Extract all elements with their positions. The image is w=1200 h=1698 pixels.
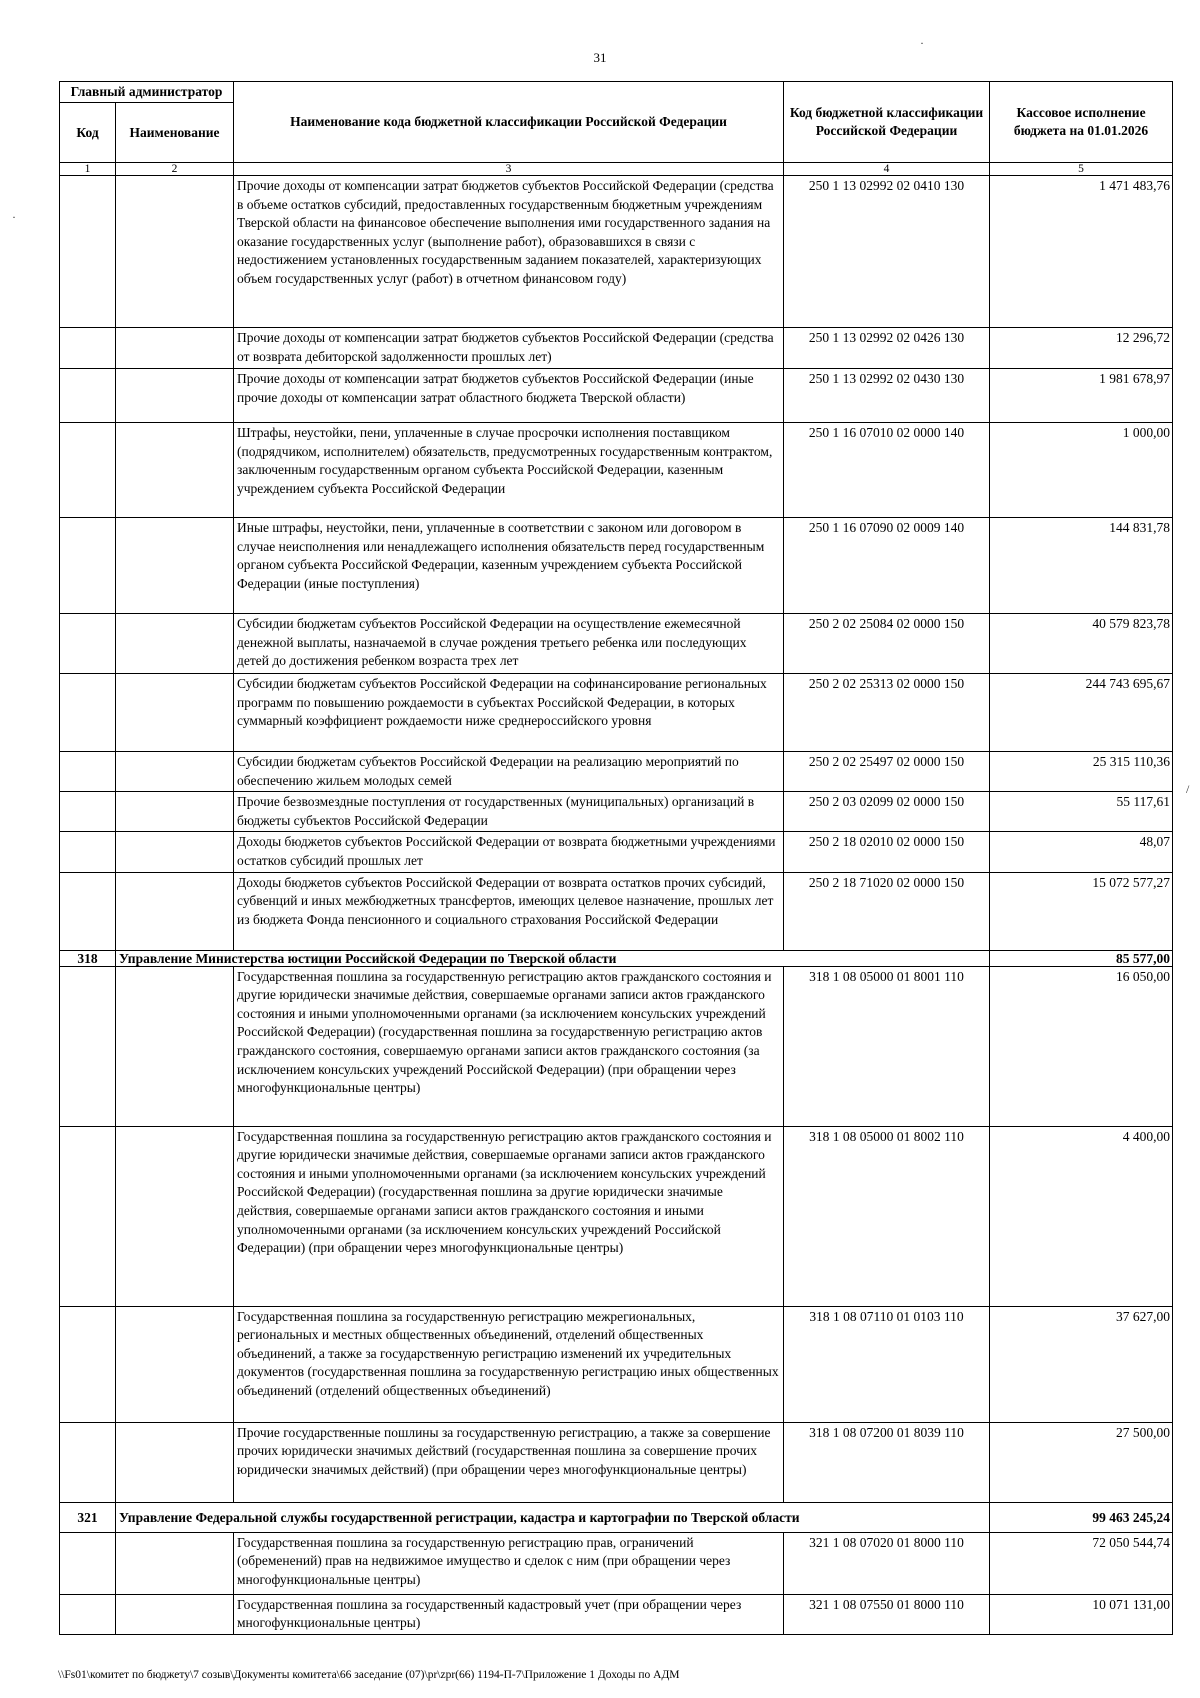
cash-execution-amount: 15 072 577,27 bbox=[990, 872, 1173, 950]
empty-code-cell bbox=[60, 176, 116, 328]
empty-name-cell bbox=[116, 1126, 234, 1306]
administrator-row bbox=[60, 1502, 1173, 1532]
empty-code-cell bbox=[60, 872, 116, 950]
empty-code-cell bbox=[60, 792, 116, 832]
table-row bbox=[60, 369, 1173, 423]
empty-code-cell bbox=[60, 752, 116, 792]
table-row bbox=[60, 423, 1173, 518]
administrator-total: 99 463 245,24 bbox=[990, 1502, 1173, 1532]
empty-code-cell bbox=[60, 832, 116, 872]
empty-name-cell bbox=[116, 1422, 234, 1502]
column-number: 4 bbox=[784, 163, 990, 176]
cash-execution-amount: 12 296,72 bbox=[990, 328, 1173, 369]
page-number: 31 bbox=[593, 50, 607, 65]
table-row bbox=[60, 1594, 1173, 1634]
empty-code-cell bbox=[60, 423, 116, 518]
header-cash-execution: Кассовое исполнение бюджета на 01.01.2026 bbox=[990, 82, 1173, 163]
kbk-code: 250 2 18 71020 02 0000 150 bbox=[784, 872, 990, 950]
kbk-code: 318 1 08 07110 01 0103 110 bbox=[784, 1306, 990, 1422]
table-row bbox=[60, 614, 1173, 674]
empty-name-cell bbox=[116, 872, 234, 950]
header-kbk-name: Наименование кода бюджетной классификации Российской Федерации bbox=[234, 82, 784, 163]
table-row bbox=[60, 1422, 1173, 1502]
empty-code-cell bbox=[60, 614, 116, 674]
empty-name-cell bbox=[116, 1532, 234, 1594]
empty-code-cell bbox=[60, 1532, 116, 1594]
cash-execution-amount: 1 981 678,97 bbox=[990, 369, 1173, 423]
revenue-description: Прочие доходы от компенсации затрат бюджетов субъектов Российской Федерации (средства в объеме остатков субсидий, предоставленных государственным бюджетным учреждениям Тверской области на финансовое обеспечение выполнения ими государственного задания на оказание государственных услуг (выполнение работ), образовавшихся в связи с недостижением установленных государственным заданием показателей, характеризующих объем государственных услуг (работ) в отчетном финансовом году) bbox=[234, 176, 784, 328]
table-body bbox=[60, 176, 1173, 1635]
empty-name-cell bbox=[116, 518, 234, 614]
revenue-description: Прочие государственные пошлины за государственную регистрацию, а также за совершение прочих юридически значимых действий (государственная пошлина за совершение прочих юридически значимых действий) (при обращении через многофункциональные центры) bbox=[234, 1422, 784, 1502]
empty-name-cell bbox=[116, 752, 234, 792]
column-number: 1 bbox=[60, 163, 116, 176]
revenue-description: Штрафы, неустойки, пени, уплаченные в случае просрочки исполнения поставщиком (подрядчиком, исполнителем) обязательств, предусмотренных государственным контрактом, заключенным государственным органом субъекта Российской Федерации, казенным учреждением субъекта Российской Федерации bbox=[234, 423, 784, 518]
kbk-code: 321 1 08 07550 01 8000 110 bbox=[784, 1594, 990, 1634]
table-row bbox=[60, 328, 1173, 369]
revenue-description: Прочие доходы от компенсации затрат бюджетов субъектов Российской Федерации (средства от возврата дебиторской задолженности прошлых лет) bbox=[234, 328, 784, 369]
kbk-code: 250 2 02 25084 02 0000 150 bbox=[784, 614, 990, 674]
cash-execution-amount: 1 471 483,76 bbox=[990, 176, 1173, 328]
kbk-code: 318 1 08 05000 01 8002 110 bbox=[784, 1126, 990, 1306]
administrator-total: 85 577,00 bbox=[990, 950, 1173, 966]
kbk-code: 250 2 02 25497 02 0000 150 bbox=[784, 752, 990, 792]
kbk-code: 318 1 08 05000 01 8001 110 bbox=[784, 966, 990, 1126]
table-row bbox=[60, 752, 1173, 792]
administrator-name: Управление Федеральной службы государственной регистрации, кадастра и картографии по Тверской области bbox=[116, 1502, 990, 1532]
empty-name-cell bbox=[116, 1594, 234, 1634]
empty-name-cell bbox=[116, 369, 234, 423]
revenue-description: Прочие безвозмездные поступления от государственных (муниципальных) организаций в бюджеты субъектов Российской Федерации bbox=[234, 792, 784, 832]
cash-execution-amount: 1 000,00 bbox=[990, 423, 1173, 518]
budget-revenue-table bbox=[59, 81, 1173, 1635]
administrator-code: 321 bbox=[60, 1502, 116, 1532]
empty-code-cell bbox=[60, 1126, 116, 1306]
revenue-description: Субсидии бюджетам субъектов Российской Федерации на реализацию мероприятий по обеспечению жильем молодых семей bbox=[234, 752, 784, 792]
kbk-code: 250 1 16 07090 02 0009 140 bbox=[784, 518, 990, 614]
scan-speck: · bbox=[920, 36, 924, 50]
scan-speck: / bbox=[1186, 782, 1190, 796]
empty-code-cell bbox=[60, 1422, 116, 1502]
empty-code-cell bbox=[60, 518, 116, 614]
empty-name-cell bbox=[116, 674, 234, 752]
cash-execution-amount: 25 315 110,36 bbox=[990, 752, 1173, 792]
revenue-description: Доходы бюджетов субъектов Российской Федерации от возврата бюджетными учреждениями остатков субсидий прошлых лет bbox=[234, 832, 784, 872]
cash-execution-amount: 144 831,78 bbox=[990, 518, 1173, 614]
table-row bbox=[60, 176, 1173, 328]
revenue-description: Государственная пошлина за государственную регистрацию прав, ограничений (обременений) прав на недвижимое имущество и сделок с ним (при обращении через многофункциональные центры) bbox=[234, 1532, 784, 1594]
cash-execution-amount: 244 743 695,67 bbox=[990, 674, 1173, 752]
kbk-code: 250 1 13 02992 02 0426 130 bbox=[784, 328, 990, 369]
table-row bbox=[60, 1126, 1173, 1306]
revenue-description: Государственная пошлина за государственную регистрацию межрегиональных, региональных и местных общественных объединений, отделений общественных объединений, а также за государственную регистрацию изменений их учредительных документов (государственная пошлина за государственную регистрацию иных общественных объединений (отделений общественных объединений) bbox=[234, 1306, 784, 1422]
cash-execution-amount: 10 071 131,00 bbox=[990, 1594, 1173, 1634]
cash-execution-amount: 4 400,00 bbox=[990, 1126, 1173, 1306]
revenue-description: Прочие доходы от компенсации затрат бюджетов субъектов Российской Федерации (иные прочие доходы от компенсации затрат областного бюджета Тверской области) bbox=[234, 369, 784, 423]
empty-name-cell bbox=[116, 423, 234, 518]
kbk-code: 250 1 13 02992 02 0430 130 bbox=[784, 369, 990, 423]
file-path-footer: \\Fs01\комитет по бюджету\7 созыв\Документы комитета\66 заседание (07)\pr\zpr(66) 1194-П-7\Приложение 1 Доходы по АДМ bbox=[58, 1669, 680, 1681]
revenue-description: Государственная пошлина за государственную регистрацию актов гражданского состояния и другие юридически значимые действия, совершаемые органами записи актов гражданского состояния и иными уполномоченными органами (за исключением консульских учреждений Российской Федерации) (государственная пошлина за государственную регистрацию актов гражданского состояния, совершаемую органами записи актов гражданского состояния (за исключением консульских учреждений Российской Федерации) (при обращении через многофункциональные центры) bbox=[234, 966, 784, 1126]
column-number: 3 bbox=[234, 163, 784, 176]
cash-execution-amount: 40 579 823,78 bbox=[990, 614, 1173, 674]
administrator-row bbox=[60, 950, 1173, 966]
kbk-code: 318 1 08 07200 01 8039 110 bbox=[784, 1422, 990, 1502]
revenue-description: Государственная пошлина за государственный кадастровый учет (при обращении через многофункциональные центры) bbox=[234, 1594, 784, 1634]
column-number: 2 bbox=[116, 163, 234, 176]
table-row bbox=[60, 518, 1173, 614]
revenue-description: Доходы бюджетов субъектов Российской Федерации от возврата остатков прочих субсидий, субвенций и иных межбюджетных трансфертов, имеющих целевое назначение, прошлых лет из бюджета Фонда пенсионного и социального страхования Российской Федерации bbox=[234, 872, 784, 950]
table-row bbox=[60, 792, 1173, 832]
kbk-code: 250 2 03 02099 02 0000 150 bbox=[784, 792, 990, 832]
header-admin-name: Наименование bbox=[116, 103, 234, 163]
empty-code-cell bbox=[60, 1306, 116, 1422]
kbk-code: 250 1 13 02992 02 0410 130 bbox=[784, 176, 990, 328]
cash-execution-amount: 72 050 544,74 bbox=[990, 1532, 1173, 1594]
table-row bbox=[60, 832, 1173, 872]
table-row bbox=[60, 1306, 1173, 1422]
empty-name-cell bbox=[116, 966, 234, 1126]
empty-name-cell bbox=[116, 1306, 234, 1422]
kbk-code: 250 1 16 07010 02 0000 140 bbox=[784, 423, 990, 518]
revenue-description: Субсидии бюджетам субъектов Российской Федерации на софинансирование региональных программ по повышению рождаемости в субъектах Российской Федерации, в которых суммарный коэффициент рождаемости ниже среднероссийского уровня bbox=[234, 674, 784, 752]
empty-code-cell bbox=[60, 674, 116, 752]
revenue-description: Государственная пошлина за государственную регистрацию актов гражданского состояния и другие юридически значимые действия, совершаемые органами записи актов гражданского состояния и иными уполномоченными органами (за исключением консульских учреждений Российской Федерации) (государственная пошлина за другие юридически значимые действия, совершаемые органами записи актов гражданского состояния и иными уполномоченными органами (за исключением консульских учреждений Российской Федерации) (при обращении через многофункциональные центры) bbox=[234, 1126, 784, 1306]
empty-code-cell bbox=[60, 328, 116, 369]
empty-name-cell bbox=[116, 832, 234, 872]
column-number-row bbox=[60, 163, 1173, 176]
scan-speck: · bbox=[12, 210, 16, 224]
table-row bbox=[60, 872, 1173, 950]
empty-code-cell bbox=[60, 369, 116, 423]
empty-name-cell bbox=[116, 614, 234, 674]
table-row bbox=[60, 1532, 1173, 1594]
empty-code-cell bbox=[60, 966, 116, 1126]
cash-execution-amount: 55 117,61 bbox=[990, 792, 1173, 832]
cash-execution-amount: 16 050,00 bbox=[990, 966, 1173, 1126]
revenue-description: Иные штрафы, неустойки, пени, уплаченные в соответствии с законом или договором в случае неисполнения или ненадлежащего исполнения обязательств перед государственным органом субъекта Российской Федерации, казенным учреждением субъекта Российской Федерации (иные поступления) bbox=[234, 518, 784, 614]
kbk-code: 250 2 18 02010 02 0000 150 bbox=[784, 832, 990, 872]
empty-name-cell bbox=[116, 792, 234, 832]
header-admin-code: Код bbox=[60, 103, 116, 163]
empty-name-cell bbox=[116, 328, 234, 369]
table-row bbox=[60, 674, 1173, 752]
header-kbk-code: Код бюджетной классификации Российской Федерации bbox=[784, 82, 990, 163]
table-row bbox=[60, 966, 1173, 1126]
kbk-code: 321 1 08 07020 01 8000 110 bbox=[784, 1532, 990, 1594]
empty-code-cell bbox=[60, 1594, 116, 1634]
administrator-code: 318 bbox=[60, 950, 116, 966]
empty-name-cell bbox=[116, 176, 234, 328]
kbk-code: 250 2 02 25313 02 0000 150 bbox=[784, 674, 990, 752]
cash-execution-amount: 27 500,00 bbox=[990, 1422, 1173, 1502]
revenue-description: Субсидии бюджетам субъектов Российской Федерации на осуществление ежемесячной денежной выплаты, назначаемой в случае рождения третьего ребенка или последующих детей до достижения ребенком возраста трех лет bbox=[234, 614, 784, 674]
header-main-administrator: Главный администратор bbox=[60, 82, 234, 103]
administrator-name: Управление Министерства юстиции Российской Федерации по Тверской области bbox=[116, 950, 990, 966]
cash-execution-amount: 37 627,00 bbox=[990, 1306, 1173, 1422]
column-number: 5 bbox=[990, 163, 1173, 176]
cash-execution-amount: 48,07 bbox=[990, 832, 1173, 872]
